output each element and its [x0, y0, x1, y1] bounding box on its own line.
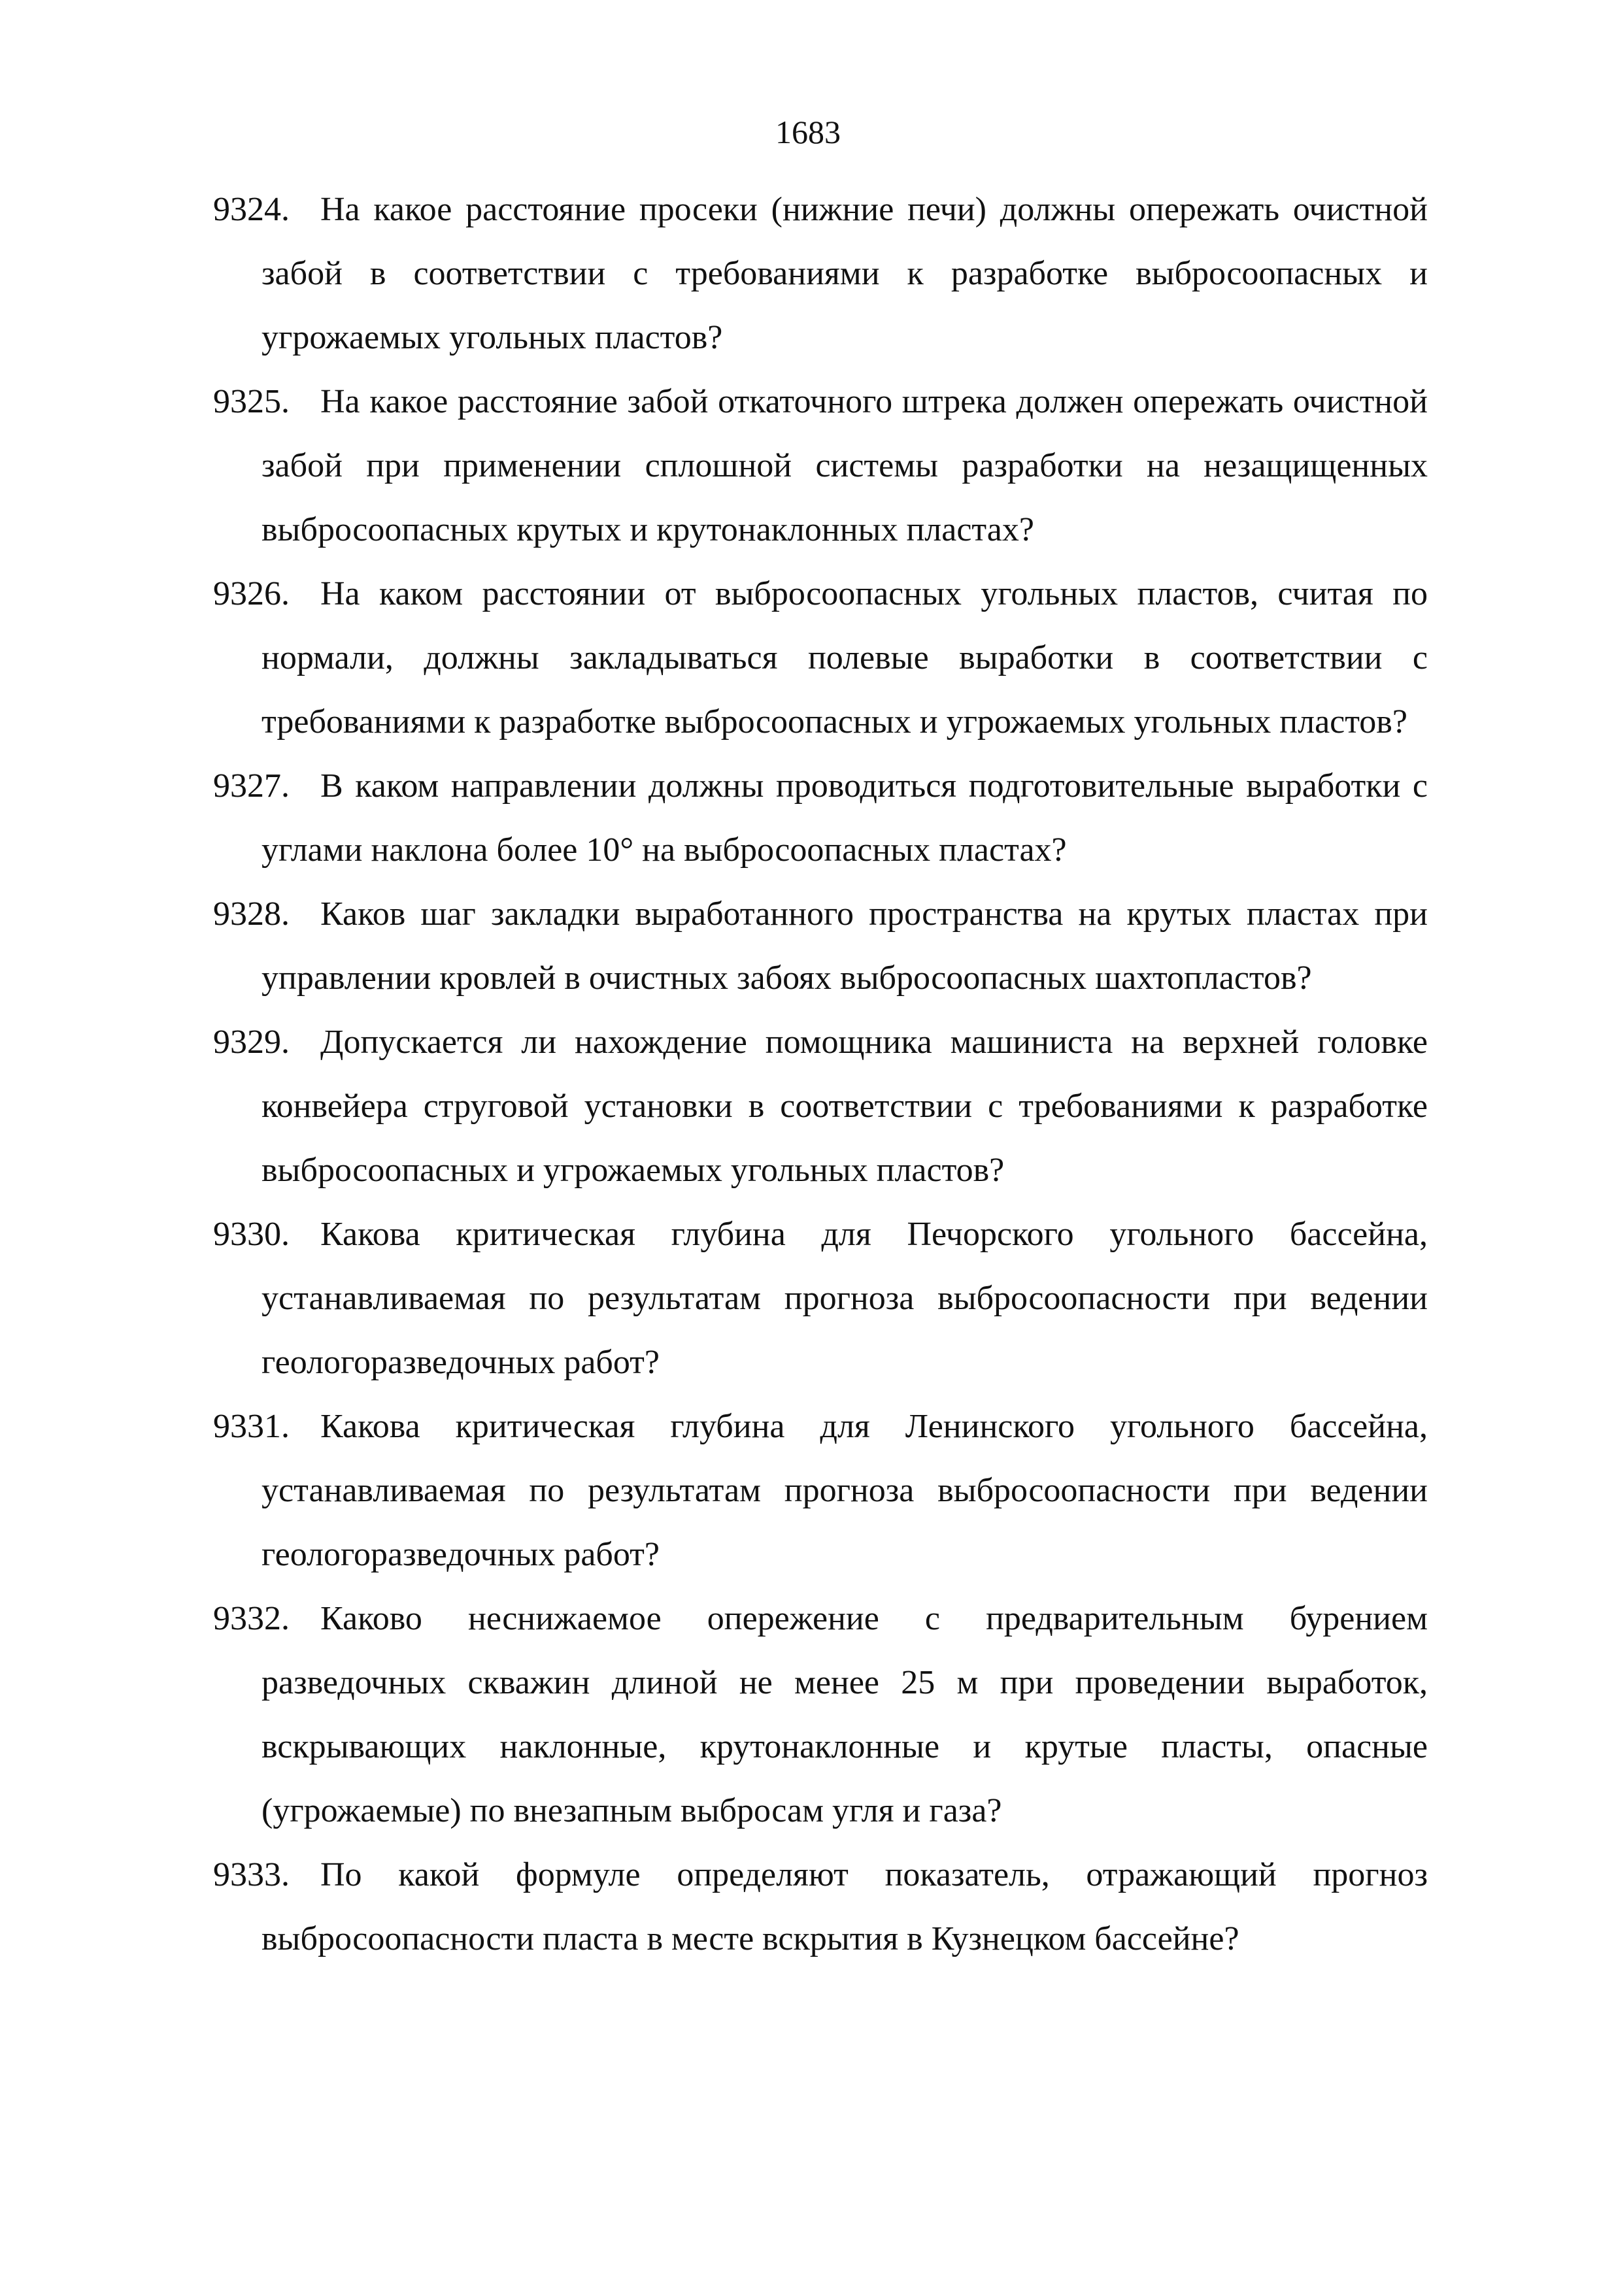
question-text: На каком расстоянии от выбросоопасных угольных пластов, считая по нормали, должны закладываться полевые выработки в соответствии с требованиями к разработке выбросоопасных и угрожаемых угольных пластов?	[261, 575, 1428, 740]
question-number: 9328.	[213, 895, 290, 933]
question-text: Какова критическая глубина для Ленинского угольного бассейна, устанавливаемая по результатам прогноза выбросоопасности при ведении геологоразведочных работ?	[261, 1408, 1428, 1573]
question-number: 9324.	[213, 191, 290, 228]
question-number: 9332.	[213, 1600, 290, 1637]
question-number: 9333.	[213, 1856, 290, 1893]
question-item	[213, 562, 1428, 754]
question-number: 9329.	[213, 1023, 290, 1061]
question-number: 9327.	[213, 767, 290, 805]
question-item	[213, 178, 1428, 370]
question-text: Каково неснижаемое опережение с предварительным бурением разведочных скважин длиной не менее 25 м при проведении выработок, вскрывающих наклонные, крутонаклонные и крутые пласты, опасные (угрожаемые) по внезапным выбросам угля и газа?	[261, 1600, 1428, 1829]
question-number: 9326.	[213, 575, 290, 612]
question-item	[213, 1010, 1428, 1203]
question-text: Допускается ли нахождение помощника машиниста на верхней головке конвейера струговой установки в соответствии с требованиями к разработке выбросоопасных и угрожаемых угольных пластов?	[261, 1023, 1428, 1189]
question-item	[213, 754, 1428, 882]
question-list	[213, 178, 1428, 1971]
question-text: Каков шаг закладки выработанного пространства на крутых пластах при управлении кровлей в очистных забоях выбросоопасных шахтопластов?	[261, 895, 1428, 997]
question-item	[213, 1843, 1428, 1971]
question-item	[213, 370, 1428, 562]
question-number: 9325.	[213, 383, 290, 420]
question-text: В каком направлении должны проводиться подготовительные выработки с углами наклона более 10° на выбросоопасных пластах?	[261, 767, 1428, 869]
question-text: По какой формуле определяют показатель, отражающий прогноз выбросоопасности пласта в месте вскрытия в Кузнецком бассейне?	[261, 1856, 1428, 1957]
question-item	[213, 1395, 1428, 1587]
page-number: 1683	[775, 114, 841, 150]
question-item	[213, 882, 1428, 1010]
question-item	[213, 1203, 1428, 1395]
question-text: На какое расстояние просеки (нижние печи) должны опережать очистной забой в соответствии с требованиями к разработке выбросоопасных и угрожаемых угольных пластов?	[261, 191, 1428, 356]
question-number: 9331.	[213, 1408, 290, 1445]
question-number: 9330.	[213, 1216, 290, 1253]
question-item	[213, 1587, 1428, 1843]
question-text: На какое расстояние забой откаточного штрека должен опережать очистной забой при применении сплошной системы разработки на незащищенных выбросоопасных крутых и крутонаклонных пластах?	[261, 383, 1428, 548]
question-text: Какова критическая глубина для Печорского угольного бассейна, устанавливаемая по результатам прогноза выбросоопасности при ведении геологоразведочных работ?	[261, 1216, 1428, 1381]
